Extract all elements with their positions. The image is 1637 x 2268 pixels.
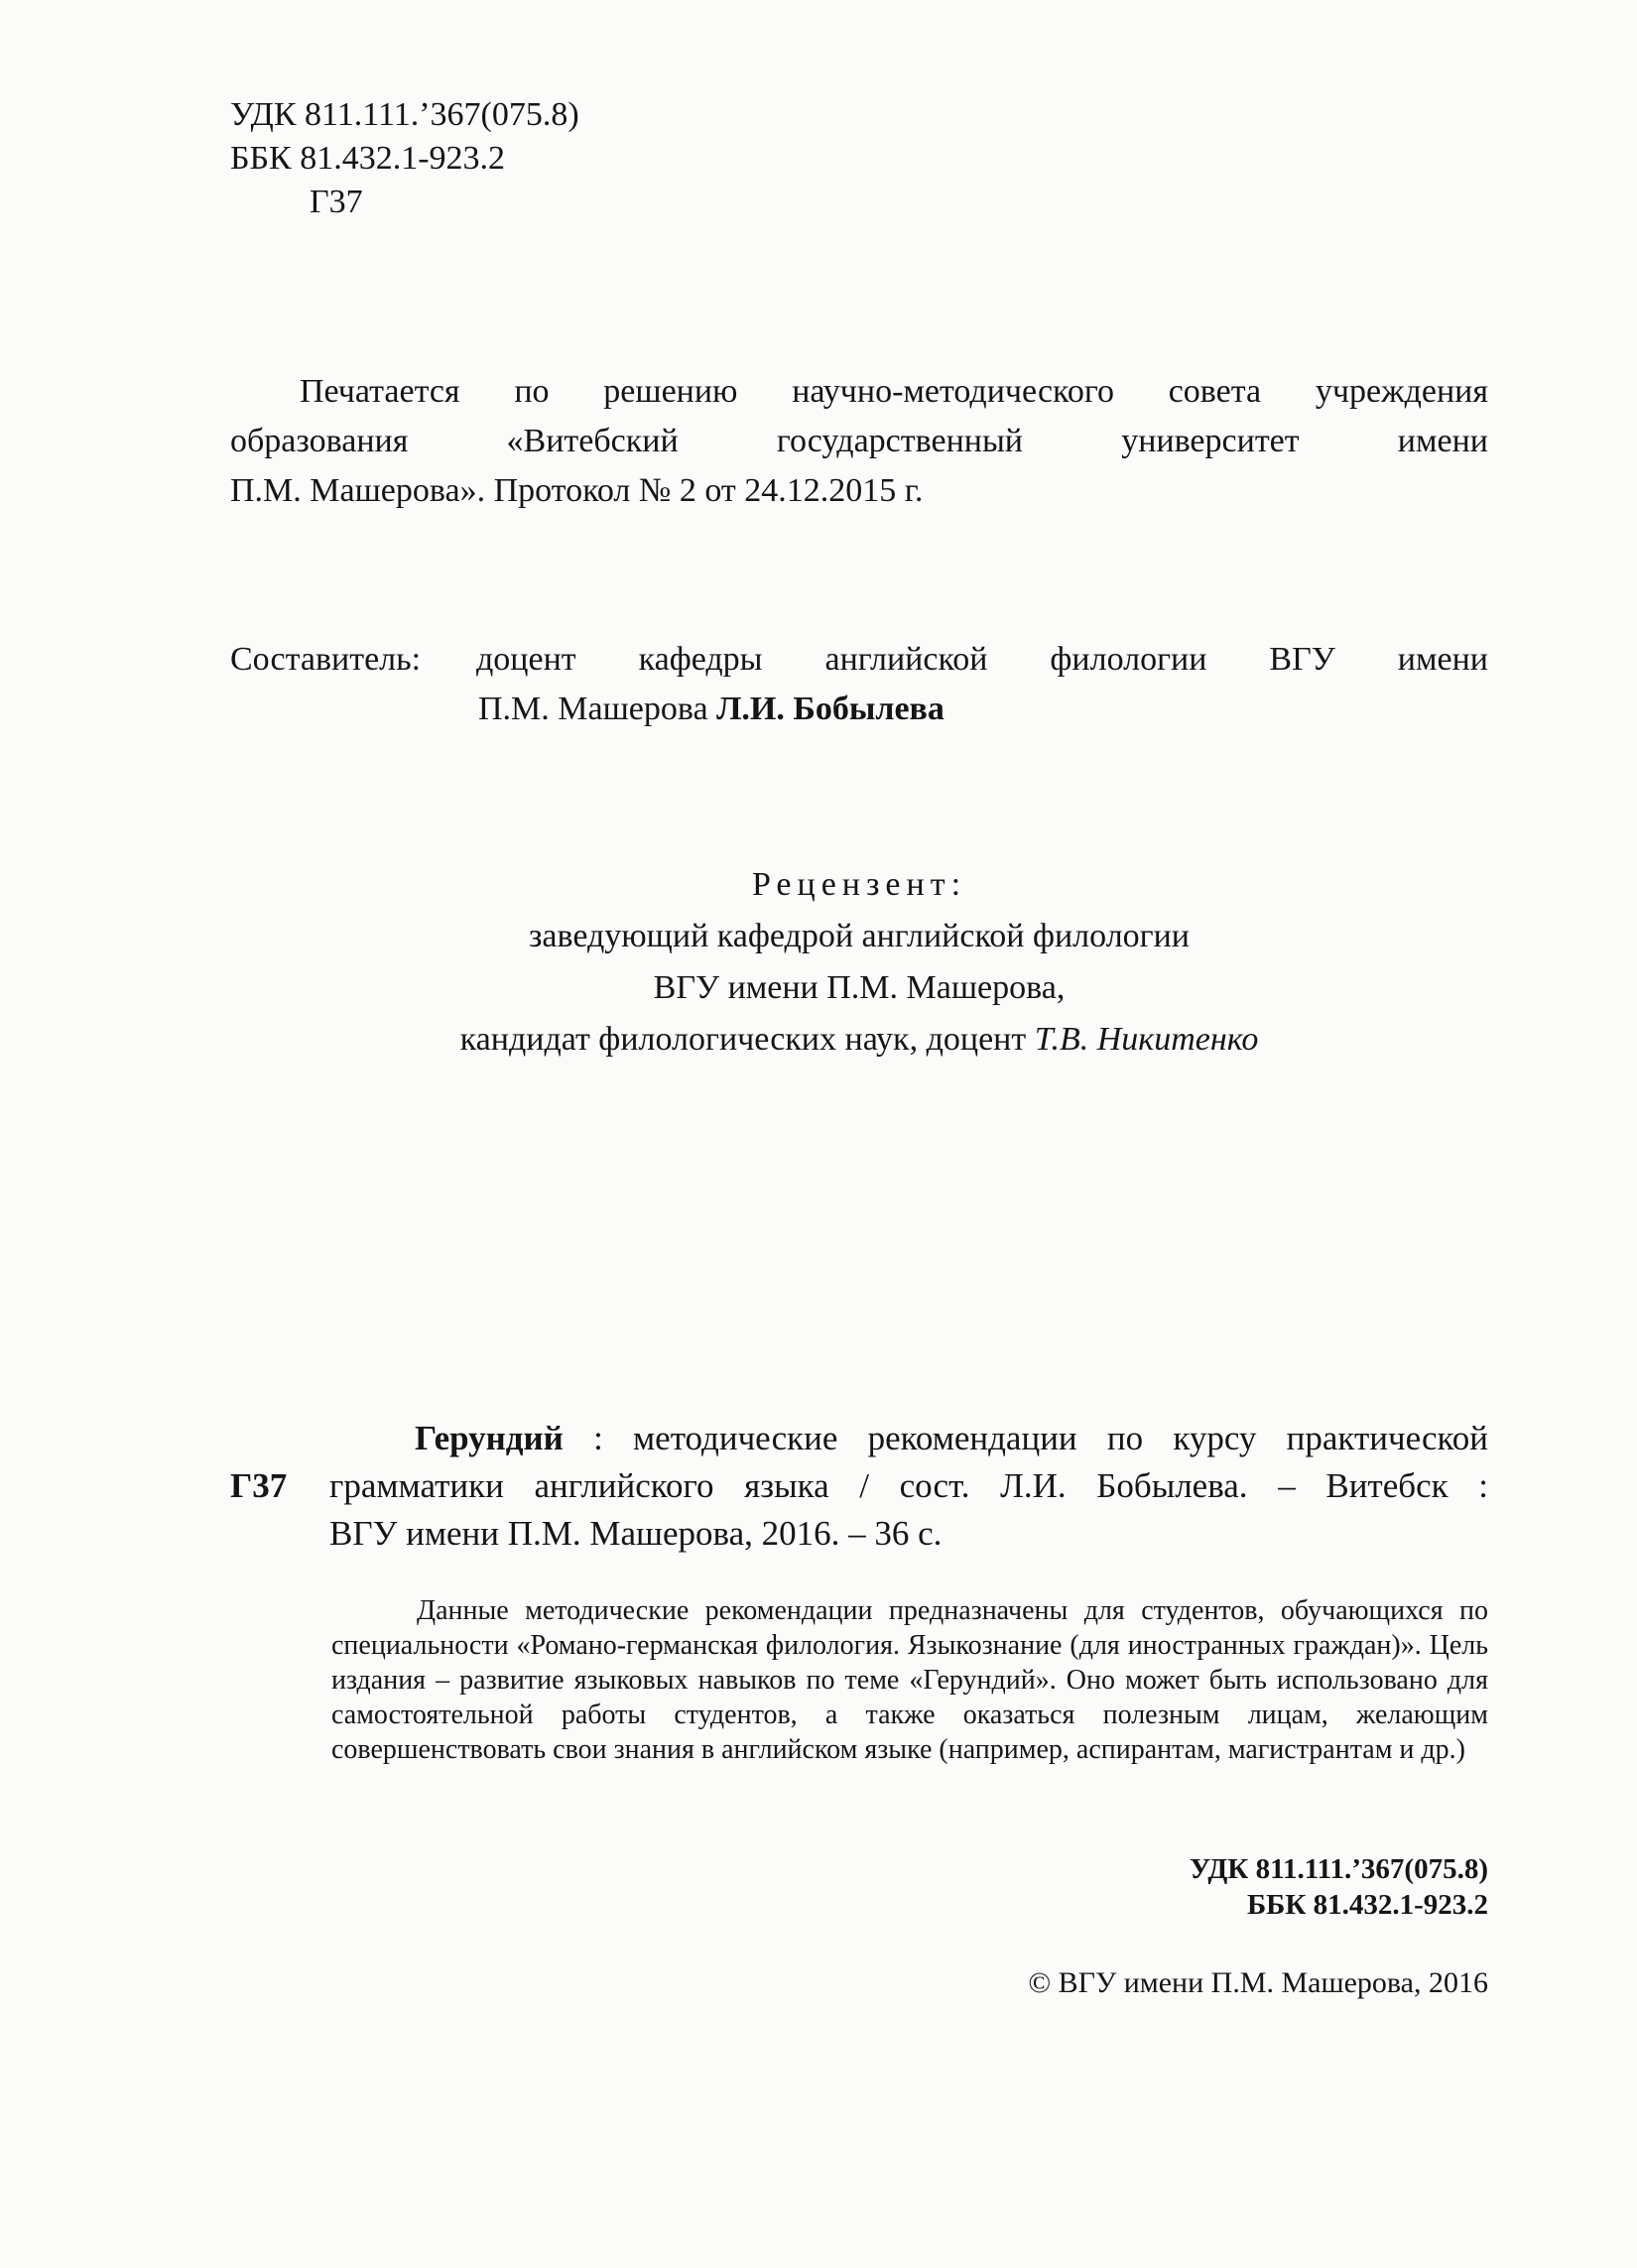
compiler-name: Л.И. Бобылева [716,691,944,727]
udk-code-footer: УДК 811.111.’367(075.8) [1189,1853,1488,1885]
biblio-line: ВГУ имени П.М. Машерова, 2016. – 36 с. [329,1514,943,1553]
compiler-position: доцент кафедры английской филологии ВГУ имени [476,641,1488,678]
print-decision [230,367,1488,516]
compiler-block [230,635,1488,734]
classification-footer [1190,1851,1488,1923]
bibliographic-record [230,1415,1488,1558]
biblio-author-mark: Г37 [230,1466,288,1505]
classification-header [230,93,579,224]
print-decision-line: Печатается по решению научно-методического совета учреждения [300,373,1488,410]
reviewer-degree: кандидат филологических наук, доцент [459,1021,1027,1058]
bleed-through-shadow [675,109,1369,288]
biblio-line: грамматики английского языка / сост. Л.И. Бобылева. – Витебск : [329,1466,1488,1505]
annotation [331,1593,1488,1767]
bbk-code: ББК 81.432.1-923.2 [230,140,506,177]
reviewer-line: ВГУ имени П.М. Машерова, [653,969,1066,1006]
reviewer-name: Т.В. Никитенко [1034,1021,1259,1058]
reviewer-block [230,859,1488,1066]
annotation-text: Данные методические рекомендации предназначены для студентов, обучающихся по специальности «Романо-германская филология. Языкознание (для иностранных граждан)». Цель издания – развитие языковых навыков по теме «Герундий». Оно может быть использовано для самостоятельной работы студентов, а также оказаться полезным лицам, желающим совершенствовать свои знания в английском языке (например, аспирантам, магистрантам и др.) [331,1595,1488,1765]
author-mark: Г37 [310,184,363,220]
compiler-university: П.М. Машерова [478,691,708,727]
print-decision-line: образования «Витебский государственный университет имени [230,423,1488,459]
copyright: © ВГУ имени П.М. Машерова, 2016 [1028,1966,1488,1999]
biblio-title: Герундий [415,1419,564,1457]
bbk-code-footer: ББК 81.432.1-923.2 [1246,1889,1488,1921]
compiler-label: Составитель: [230,641,422,678]
biblio-subtitle: : методические рекомендации по курсу практической [563,1419,1488,1457]
udk-code: УДК 811.111.’367(075.8) [230,96,579,133]
reviewer-line: заведующий кафедрой английской филологии [528,918,1191,954]
print-decision-line: П.М. Машерова». Протокол № 2 от 24.12.2015 г. [230,472,924,509]
reviewer-heading: Рецензент: [751,866,967,903]
